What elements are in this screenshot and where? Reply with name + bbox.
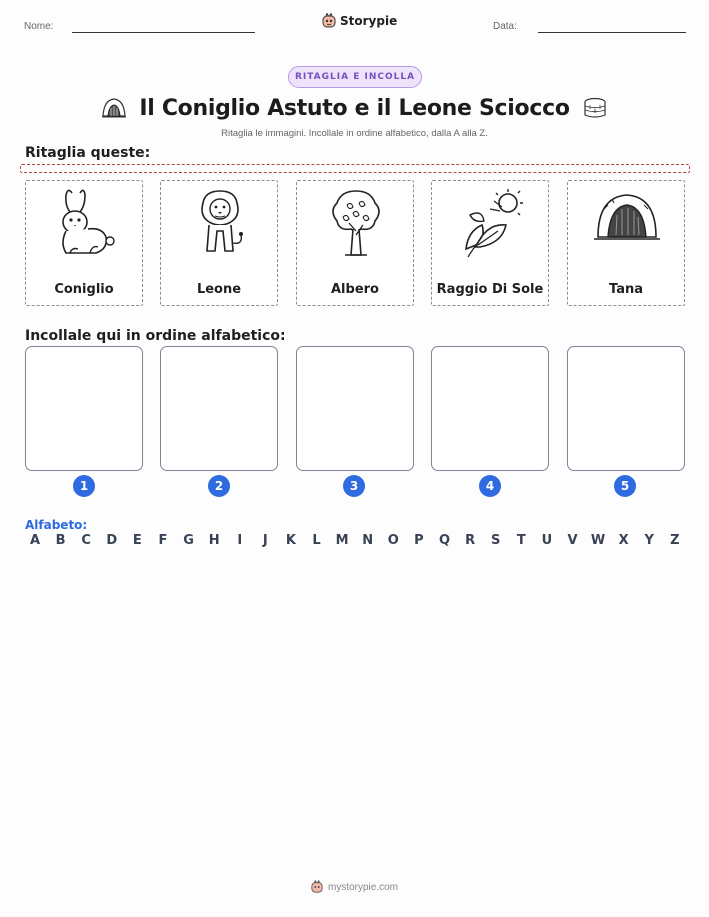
date-label: Data: [493, 21, 517, 32]
card-rabbit[interactable] [25, 180, 143, 306]
card-label: Leone [196, 282, 242, 297]
alphabet-letter: J [262, 533, 268, 548]
alphabet-letter: Z [670, 533, 680, 548]
card-label: Tana [609, 282, 643, 297]
order-number: 1 [73, 475, 95, 497]
footer-url: mystorypie.com [327, 881, 398, 893]
order-number: 2 [208, 475, 230, 497]
order-number: 4 [479, 475, 501, 497]
alphabet-letter: H [208, 533, 220, 548]
order-number: 3 [343, 475, 365, 497]
alphabet-letter: M [335, 533, 349, 548]
name-line [72, 32, 255, 33]
alphabet-letter: R [465, 533, 476, 548]
brand-name: Storypie [340, 14, 398, 28]
alphabet-letter: O [387, 533, 399, 548]
paste-box-5[interactable] [567, 346, 685, 471]
lion-icon [185, 187, 255, 263]
alphabet-letter: F [158, 533, 168, 548]
storypie-mascot-icon [311, 880, 323, 894]
alphabet-letter: C [81, 533, 91, 548]
cave-icon [592, 187, 662, 263]
rabbit-icon [50, 187, 120, 263]
brand-logo [322, 13, 397, 29]
card-tree[interactable] [296, 180, 414, 306]
page-title: Il Coniglio Astuto e il Leone Sciocco [139, 95, 570, 121]
alphabet-letter: G [183, 533, 194, 548]
card-label: Coniglio [54, 282, 114, 297]
alphabet-letter: U [541, 533, 553, 548]
card-lion[interactable] [160, 180, 278, 306]
alphabet-letter: Y [644, 533, 654, 548]
sunbeam-icon [456, 187, 526, 263]
cave-icon [101, 96, 127, 120]
tree-icon [321, 187, 391, 263]
cut-line [20, 164, 690, 173]
alphabet-title: Alfabeto: [25, 518, 88, 532]
cut-section-label: Ritaglia queste: [25, 145, 151, 161]
card-cave[interactable] [567, 180, 685, 306]
well-icon [582, 96, 608, 120]
alphabet-letter: W [590, 533, 606, 548]
alphabet-row [25, 533, 685, 548]
alphabet-letter: D [106, 533, 118, 548]
paste-box-1[interactable] [25, 346, 143, 471]
instructions: Ritaglia le immagini. Incollale in ordine alfabetico, dalla A alla Z. [221, 128, 488, 139]
alphabet-letter: B [55, 533, 66, 548]
alphabet-letter: T [516, 533, 526, 548]
alphabet-letter: K [285, 533, 296, 548]
name-label: Nome: [24, 21, 54, 32]
alphabet-letter: X [618, 533, 629, 548]
alphabet-letter: V [567, 533, 578, 548]
alphabet-letter: N [362, 533, 374, 548]
footer [0, 880, 709, 894]
order-number: 5 [614, 475, 636, 497]
paste-box-2[interactable] [160, 346, 278, 471]
card-sunbeam[interactable] [431, 180, 549, 306]
alphabet-letter: I [237, 533, 243, 548]
activity-badge: RITAGLIA E INCOLLA [288, 66, 422, 88]
alphabet-letter: Q [438, 533, 451, 548]
card-label: Raggio Di Sole [436, 282, 544, 297]
paste-box-4[interactable] [431, 346, 549, 471]
alphabet-letter: P [414, 533, 424, 548]
title-row [0, 92, 709, 124]
alphabet-letter: S [491, 533, 501, 548]
paste-box-3[interactable] [296, 346, 414, 471]
alphabet-letter: E [132, 533, 142, 548]
worksheet-header [0, 0, 709, 50]
card-label: Albero [331, 282, 379, 297]
alphabet-letter: L [312, 533, 321, 548]
date-line [538, 32, 686, 33]
alphabet-letter: A [29, 533, 41, 548]
storypie-mascot-icon [322, 13, 336, 29]
paste-section-label: Incollale qui in ordine alfabetico: [25, 328, 286, 344]
